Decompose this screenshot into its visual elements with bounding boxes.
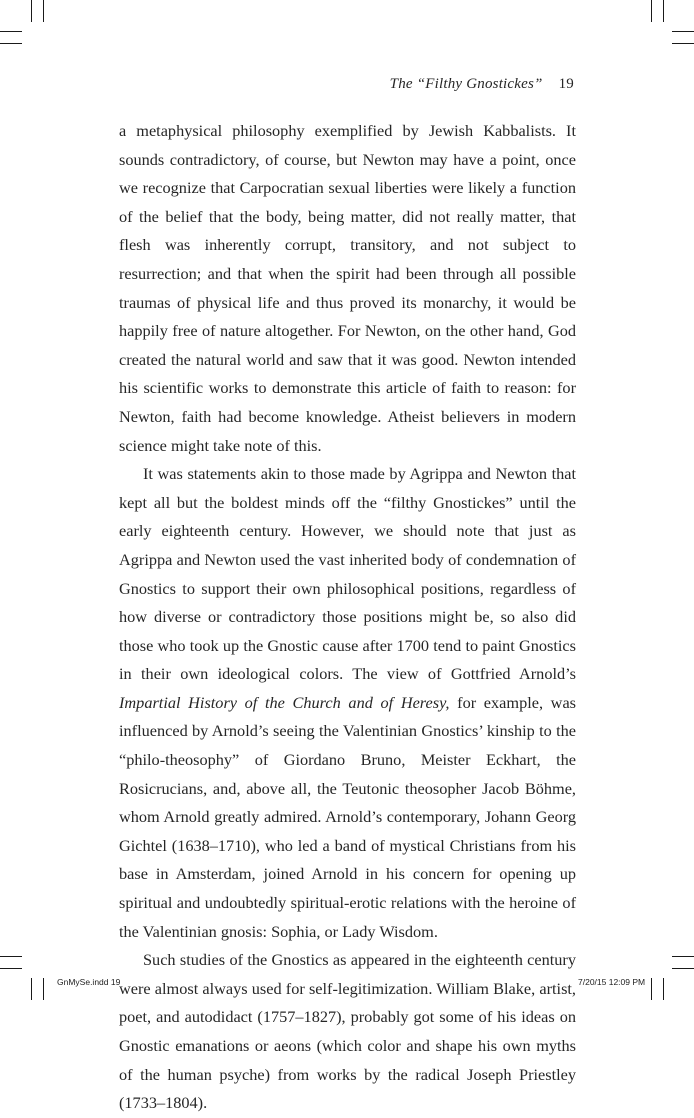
crop-mark-top-left-v2 <box>43 0 44 22</box>
running-title: The “Filthy Gnostickes” <box>389 76 543 92</box>
crop-mark-bottom-left-h2 <box>0 968 22 969</box>
crop-mark-top-right-h2 <box>672 43 694 44</box>
crop-mark-top-left-v1 <box>31 0 32 22</box>
paragraph-2 <box>119 460 576 946</box>
crop-mark-bottom-right-h <box>672 956 694 957</box>
paragraph-2-part-a: It was statements akin to those made by Agrippa and Newton that kept all but the boldest minds off the “filthy Gnostickes” until the early eighteenth century. However, we should note that just as Agrippa and Newton used the vast inherited body of condemnation of Gnostics to support their own philosophical positions, regardless of how diverse or contradictory those positions might be, so also did those who took up the Gnostic cause after 1700 tend to paint Gnostics in their own ideological colors. The view of Gottfried Arnold’s <box>119 464 576 684</box>
crop-mark-bottom-right-v1 <box>651 978 652 1000</box>
crop-mark-top-right-v1 <box>651 0 652 22</box>
crop-mark-bottom-left-h <box>0 956 22 957</box>
paragraph-3: Such studies of the Gnostics as appeared in the eighteenth century were almost always used for self-legitimization. William Blake, artist, poet, and autodidact (1757–1827), probably got some of his ideas on Gnostic emanations or aeons (which color and shape his own myths of the human psyche) from works by the radical Joseph Priestley (1733–1804). <box>119 950 576 1113</box>
body-text <box>119 117 576 1118</box>
slug-file: GnMySe.indd 19 <box>57 977 121 987</box>
paragraph-1: a metaphysical philosophy exemplified by Jewish Kabbalists. It sounds contradictory, of course, but Newton may have a point, once we recognize that Carpocratian sexual liberties were likely a function of the belief that the body, being matter, did not really matter, that flesh was inherently corrupt, transitory, and not subject to resurrection; and that when the spirit had been through all possible traumas of physical life and thus proved its monarchy, it would be happily free of nature altogether. For Newton, on the other hand, God created the natural world and saw that it was good. Newton intended his scientific works to demonstrate this article of faith to reason: for Newton, faith had become knowledge. Atheist believers in modern science might take note of this. <box>119 121 576 455</box>
slug-datetime: 7/20/15 12:09 PM <box>578 977 646 987</box>
crop-mark-top-left-h2 <box>0 43 22 44</box>
crop-mark-bottom-left-v1 <box>31 978 32 1000</box>
crop-mark-top-left-h <box>0 31 22 32</box>
running-header <box>390 76 574 93</box>
paragraph-2-part-b: for example, was influenced by Arnold’s seeing the Valentinian Gnostics’ kinship to the “philo-theosophy” of Giordano Bruno, Meister Eckhart, the Rosicrucians, and, above all, the Teutonic theosopher Jacob Böhme, whom Arnold greatly admired. Arnold’s contemporary, Johann Georg Gichtel (1638–1710), who led a band of mystical Christians from his base in Amsterdam, joined Arnold in his concern for opening up spiritual and undoubtedly spiritual-erotic relations with the heroine of the Valentinian gnosis: Sophia, or Lady Wisdom. <box>119 692 577 941</box>
book-title: Impartial History of the Church and of Heresy, <box>119 692 450 712</box>
crop-mark-top-right-h <box>672 31 694 32</box>
crop-mark-top-right-v2 <box>663 0 664 22</box>
crop-mark-bottom-right-h2 <box>672 968 694 969</box>
page-number: 19 <box>558 76 574 92</box>
crop-mark-bottom-left-v2 <box>43 978 44 1000</box>
crop-mark-bottom-right-v2 <box>663 978 664 1000</box>
